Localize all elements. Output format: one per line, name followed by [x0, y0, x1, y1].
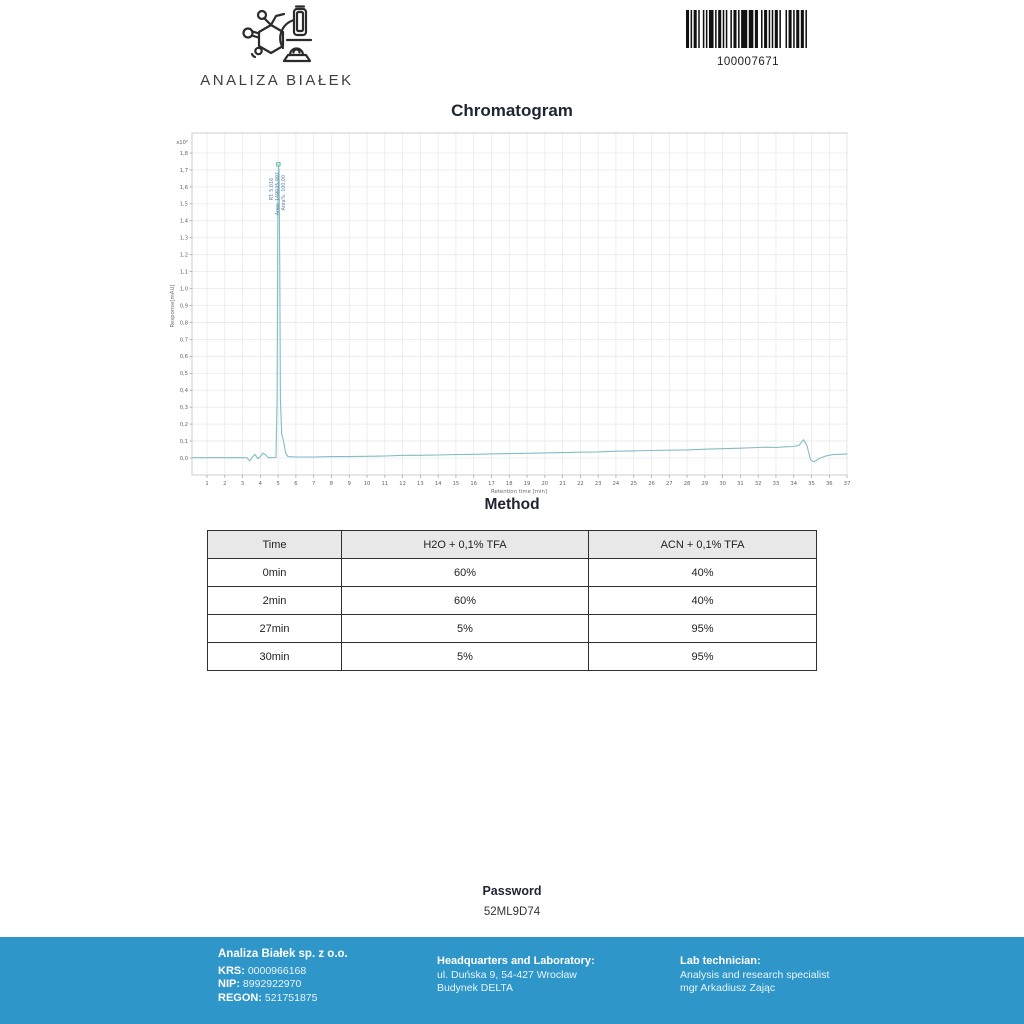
- x-tick-label: 15: [452, 481, 460, 487]
- barcode-bar: [718, 10, 721, 48]
- x-tick-label: 28: [683, 481, 691, 487]
- y-tick-label: 0,2: [179, 422, 188, 429]
- tech-line1: Analysis and research specialist: [680, 968, 830, 981]
- barcode-bar: [715, 10, 717, 48]
- footer-regon-row: [218, 992, 428, 1006]
- x-tick-label: 37: [843, 481, 851, 487]
- x-tick-label: 9: [347, 481, 351, 487]
- hq-address-line1: ul. Duńska 9, 54-427 Wrocław: [437, 968, 577, 981]
- x-tick-label: 23: [594, 481, 602, 487]
- x-tick-label: 18: [505, 481, 513, 487]
- y-multiplier-label: x10²: [176, 140, 188, 146]
- peak-annotation-line: Area: 149035.997: [275, 172, 281, 216]
- x-tick-label: 10: [363, 481, 371, 487]
- y-tick-label: 1,7: [179, 167, 188, 174]
- password-section: [0, 884, 1024, 918]
- chromatogram-title: Chromatogram: [451, 101, 573, 120]
- footer-lab-technician: [680, 955, 960, 996]
- nip-value: 8992922970: [242, 978, 302, 990]
- y-tick-label: 1,3: [179, 235, 188, 242]
- barcode-bar: [730, 10, 732, 48]
- x-tick-label: 20: [541, 481, 549, 487]
- table-cell: 27min: [208, 615, 342, 643]
- peak-annotation-line: Area%: 100,00: [281, 175, 287, 211]
- password-value: 52ML9D74: [483, 906, 541, 918]
- footer-nip-row: [218, 978, 428, 992]
- footer-company: [218, 948, 428, 1005]
- barcode-bar: [741, 10, 747, 48]
- y-tick-label: 0,4: [179, 388, 188, 395]
- barcode-bar: [786, 10, 788, 48]
- footer-company-name: Analiza Białek sp. z o.o.: [218, 948, 348, 960]
- footer: [0, 937, 1024, 1024]
- y-tick-label: 1,1: [179, 269, 188, 276]
- table-cell: 2min: [208, 587, 342, 615]
- regon-label: REGON:: [218, 991, 262, 1004]
- table-cell: 5%: [342, 643, 589, 671]
- x-tick-label: 27: [665, 481, 673, 487]
- barcode-bar: [755, 10, 758, 48]
- table-row: [208, 587, 817, 615]
- method-table: [207, 530, 817, 671]
- barcode-bar: [749, 10, 754, 48]
- y-tick-label: 0,7: [179, 337, 188, 344]
- x-tick-label: 33: [772, 481, 780, 487]
- barcode-icon: [686, 10, 810, 48]
- y-tick-label: 0,8: [179, 320, 188, 327]
- tech-line2: mgr Arkadiusz Zając: [680, 982, 776, 994]
- barcode-bar: [801, 10, 804, 48]
- x-tick-label: 16: [470, 481, 478, 487]
- x-tick-label: 17: [488, 481, 495, 487]
- table-cell: 5%: [342, 615, 589, 643]
- barcode-bar: [805, 10, 807, 48]
- table-row: [208, 559, 817, 587]
- y-tick-label: 0,0: [179, 455, 188, 462]
- plot-frame: [192, 133, 847, 475]
- y-tick-label: 0,9: [179, 303, 188, 310]
- footer-headquarters: [437, 955, 672, 996]
- tech-title: Lab technician:: [680, 955, 761, 967]
- y-tick-label: 1,0: [179, 286, 188, 293]
- table-cell: 60%: [342, 587, 589, 615]
- table-cell: 60%: [342, 559, 589, 587]
- table-cell: 40%: [589, 559, 817, 587]
- nip-label: NIP:: [218, 978, 240, 990]
- barcode-bar: [694, 10, 697, 48]
- barcode-bar: [769, 10, 771, 48]
- hq-title: Headquarters and Laboratory:: [437, 955, 595, 967]
- barcode-bar: [709, 10, 714, 48]
- chromatogram-chart: [165, 126, 860, 503]
- x-tick-label: 1: [205, 481, 209, 487]
- y-axis-title: Response[mAU]: [170, 284, 176, 328]
- barcode-bar: [733, 10, 736, 48]
- barcode-bar: [764, 10, 767, 48]
- barcode-bar: [761, 10, 763, 48]
- table-cell: 95%: [589, 615, 817, 643]
- y-tick-label: 1,6: [179, 184, 188, 191]
- x-tick-label: 19: [523, 481, 531, 487]
- hq-address-line2: Budynek DELTA: [437, 982, 514, 994]
- table-cell: 30min: [208, 643, 342, 671]
- method-title: Method: [484, 496, 540, 513]
- barcode-bar: [789, 10, 792, 48]
- x-tick-label: 22: [577, 481, 584, 487]
- y-tick-label: 0,5: [179, 371, 188, 378]
- x-tick-label: 31: [737, 481, 744, 487]
- x-tick-label: 5: [276, 481, 280, 487]
- x-tick-label: 25: [630, 481, 638, 487]
- barcode-bar: [703, 10, 705, 48]
- password-label: Password: [482, 884, 542, 898]
- x-tick-label: 12: [399, 481, 406, 487]
- x-tick-label: 24: [612, 481, 620, 487]
- x-tick-label: 30: [719, 481, 726, 487]
- barcode-bar: [698, 10, 700, 48]
- table-row: [208, 643, 817, 671]
- footer-krs-row: [218, 965, 428, 979]
- table-cell: 0min: [208, 559, 342, 587]
- x-tick-label: 21: [559, 481, 566, 487]
- y-tick-label: 1,4: [179, 218, 188, 225]
- barcode-bar: [738, 10, 740, 48]
- peak-annotation-line: RT: 5.016: [269, 178, 275, 201]
- y-tick-label: 0,1: [179, 438, 188, 445]
- logo-text: ANALIZA BIAŁEK: [200, 72, 354, 89]
- peak-marker: [277, 163, 280, 166]
- barcode-bar: [779, 10, 781, 48]
- y-tick-label: 1,8: [179, 150, 188, 157]
- barcode-bar: [726, 10, 728, 48]
- x-tick-label: 2: [223, 481, 227, 487]
- x-tick-label: 36: [825, 481, 833, 487]
- table-cell: 95%: [589, 643, 817, 671]
- table-cell: 40%: [589, 587, 817, 615]
- x-tick-label: 26: [648, 481, 655, 487]
- barcode-bar: [793, 10, 795, 48]
- x-tick-label: 13: [417, 481, 424, 487]
- barcode-bar: [775, 10, 778, 48]
- chromatogram-plot: [165, 126, 860, 498]
- y-tick-label: 1,5: [179, 201, 188, 208]
- krs-label: KRS:: [218, 964, 245, 977]
- barcode-bar: [686, 10, 689, 48]
- barcode-bar: [723, 10, 725, 48]
- barcode-bar: [706, 10, 708, 48]
- y-tick-label: 0,3: [179, 405, 188, 412]
- molecule-microscope-icon: [231, 4, 323, 64]
- y-tick-label: 1,2: [179, 252, 188, 259]
- x-tick-label: 11: [381, 481, 389, 487]
- barcode-bar: [772, 10, 774, 48]
- table-header-cell: ACN + 0,1% TFA: [589, 531, 817, 559]
- x-tick-label: 3: [240, 481, 245, 487]
- x-tick-label: 7: [312, 481, 316, 487]
- x-tick-label: 35: [808, 481, 815, 487]
- barcode: [686, 10, 810, 68]
- krs-value: 0000966168: [247, 964, 307, 977]
- x-tick-label: 32: [754, 481, 762, 487]
- x-tick-label: 6: [294, 481, 298, 487]
- regon-value: 521751875: [264, 991, 318, 1004]
- y-tick-label: 0,6: [179, 354, 188, 361]
- table-header-cell: H2O + 0,1% TFA: [342, 531, 589, 559]
- table-header-row: [208, 531, 817, 559]
- x-tick-label: 34: [790, 481, 798, 487]
- x-tick-label: 14: [434, 481, 442, 487]
- x-axis-title: Retention time [min]: [491, 489, 547, 495]
- barcode-bar: [796, 10, 799, 48]
- x-tick-label: 4: [258, 481, 262, 487]
- barcode-bar: [691, 10, 693, 48]
- table-row: [208, 615, 817, 643]
- logo: [197, 4, 357, 89]
- x-tick-label: 8: [329, 481, 334, 487]
- table-header-cell: Time: [208, 531, 342, 559]
- x-tick-label: 29: [701, 481, 709, 487]
- barcode-number: 100007671: [716, 56, 780, 68]
